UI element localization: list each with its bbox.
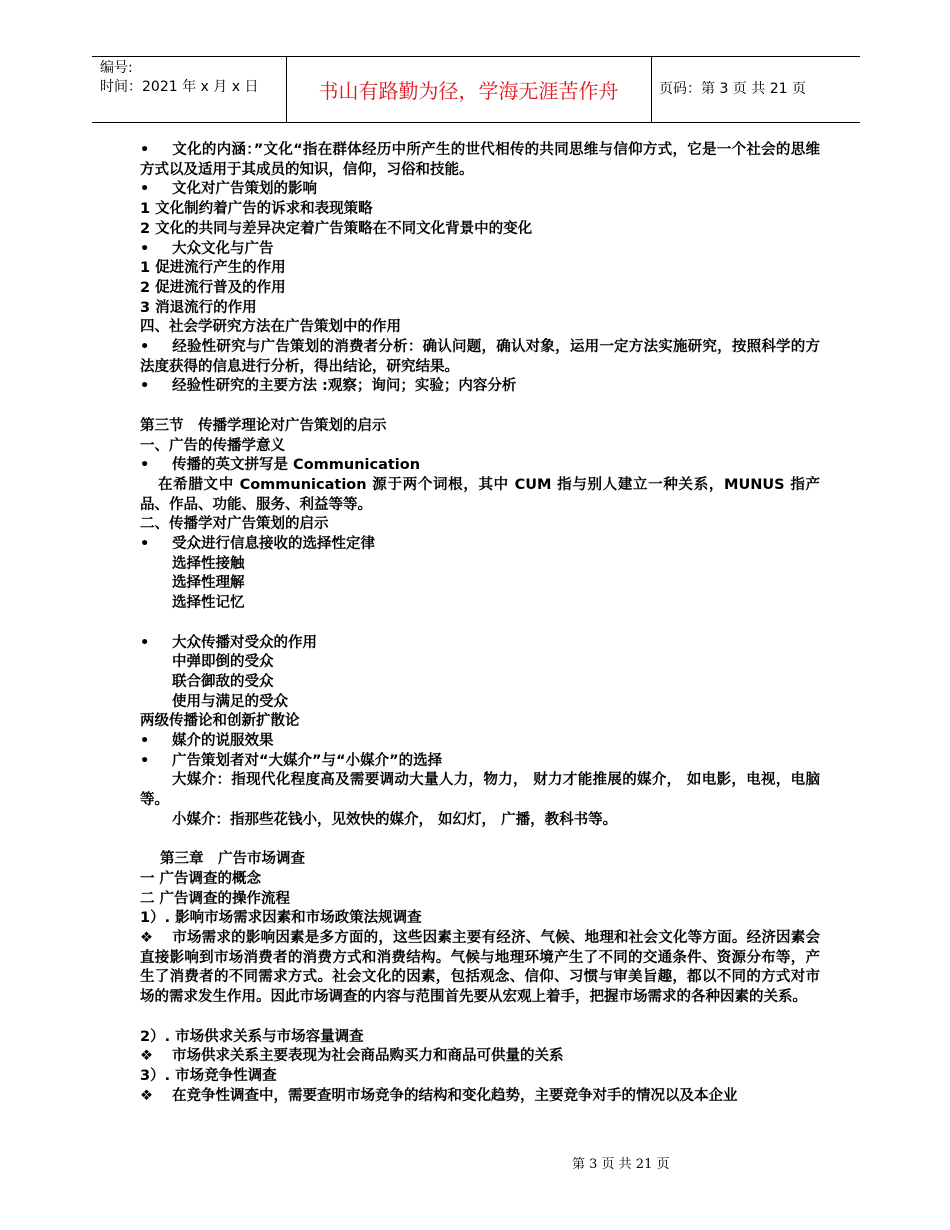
header-bottom-rule [92, 122, 860, 123]
text-line: 1）. 影响市场需求因素和市场政策法规调查 [140, 910, 422, 927]
text-line: 第三节 传播学理论对广告策划的启示 [140, 417, 387, 434]
blank-line [140, 1008, 820, 1028]
diamond-bullet-icon: ❖ [140, 930, 153, 947]
dot-bullet-icon: • [140, 536, 150, 553]
dot-bullet-icon: • [140, 378, 150, 395]
text-line: 两级传播论和创新扩散论 [140, 713, 300, 730]
indented-line: 联合御敌的受众 [172, 673, 274, 690]
text-line: 二、传播学对广告策划的启示 [140, 516, 329, 533]
bullet-text: 媒介的说服效果 [172, 733, 274, 750]
dot-bullet-icon: • [140, 752, 150, 769]
dot-bullet-icon: • [140, 339, 150, 356]
bullet-item [140, 141, 820, 180]
bullet-item [140, 377, 820, 397]
header-time-label: 时间：2021 年 x 月 x 日 [100, 79, 259, 95]
bullet-text: 大众传播对受众的作用 [172, 634, 317, 651]
bullet-item [140, 732, 820, 752]
bullet-text: 在竞争性调查中，需要查明市场竞争的结构和变化趋势，主要竞争对手的情况以及本企业 [172, 1087, 738, 1104]
text-line: 四、社会学研究方法在广告策划中的作用 [140, 319, 401, 336]
bullet-text: 受众进行信息接收的选择性定律 [172, 536, 375, 553]
header-number-label: 编号: [100, 60, 133, 76]
dot-bullet-icon: • [140, 457, 150, 474]
header-motto: 书山有路勤为径，学海无涯苦作舟 [318, 79, 619, 103]
text-line: 2）. 市场供求关系与市场容量调查 [140, 1028, 364, 1045]
dot-bullet-icon: • [140, 634, 150, 651]
document-body [140, 141, 820, 1106]
bullet-text: 经验性研究的主要方法 :观察；询问；实验；内容分析 [172, 378, 517, 395]
indented-line: 选择性记忆 [172, 595, 245, 612]
dot-bullet-icon: • [140, 181, 150, 198]
indented-line: 使用与满足的受众 [172, 693, 288, 710]
header-divider-right [651, 56, 652, 122]
blank-line [140, 614, 820, 634]
bullet-item [140, 535, 820, 555]
text-line: 一、广告的传播学意义 [140, 437, 285, 454]
text-line: 1 促进流行产生的作用 [140, 260, 286, 277]
indented-line: 小媒介：指那些花钱小，见效快的媒介， 如幻灯， 广播，教科书等。 [172, 811, 618, 828]
dot-bullet-icon: • [140, 733, 150, 750]
bullet-item [140, 180, 820, 200]
bullet-item [140, 240, 820, 260]
blank-line [140, 397, 820, 417]
diamond-bullet-icon: ❖ [140, 1048, 153, 1065]
bullet-item [140, 929, 820, 1008]
header-top-rule [92, 56, 860, 57]
bullet-text: 传播的英文拼写是 Communication [172, 457, 421, 474]
blank-line [140, 831, 820, 851]
chapter-heading: 第三章 广告市场调查 [160, 851, 305, 868]
bullet-item [140, 634, 820, 654]
indented-line: 中弹即倒的受众 [172, 654, 274, 671]
text-line: 2 文化的共同与差异决定着广告策略在不同文化背景中的变化 [140, 220, 533, 237]
bullet-text: 市场供求关系主要表现为社会商品购买力和商品可供量的关系 [172, 1048, 564, 1065]
bullet-text: 文化的内涵：”文化“指在群体经历中所产生的世代相传的共同思维与信仰方式，它是一个社会的思维方式以及适用于其成员的知识，信仰，习俗和技能。 [140, 142, 820, 178]
bullet-text: 文化对广告策划的影响 [172, 181, 317, 198]
diamond-bullet-icon: ❖ [140, 1087, 153, 1104]
bullet-item [140, 338, 820, 377]
bullet-item [140, 456, 820, 476]
text-line: 3 消退流行的作用 [140, 299, 257, 316]
indented-line: 选择性接触 [172, 555, 245, 572]
bullet-text: 市场需求的影响因素是多方面的，这些因素主要有经济、气候、地理和社会文化等方面。经济因素会直接影响到市场消费者的消费方式和消费结构。气候与地理环境产生了不同的交通条件、资源分布等，产生了消费者的不同需求方式。社会文化的因素，包括观念、信仰、习惯与审美旨趣，都以不同的方式对市场的需求发生作用。因此市场调查的内容与范围首先要从宏观上着手，把握市场需求的各种因素的关系。 [140, 930, 820, 1006]
header-page-label: 页码：第 3 页 共 21 页 [659, 81, 806, 97]
bullet-text: 广告策划者对“大媒介”与“小媒介”的选择 [172, 752, 443, 769]
bullet-text: 经验性研究与广告策划的消费者分析：确认问题，确认对象，运用一定方法实施研究，按照科学的方法度获得的信息进行分析，得出结论，研究结果。 [140, 339, 820, 375]
indented-line: 选择性理解 [172, 575, 245, 592]
text-line: 二 广告调查的操作流程 [140, 890, 291, 907]
text-line: 1 文化制约着广告的诉求和表现策略 [140, 201, 373, 218]
bullet-text: 大众文化与广告 [172, 240, 274, 257]
dot-bullet-icon: • [140, 240, 150, 257]
page-footer: 第 3 页 共 21 页 [572, 1157, 670, 1172]
text-line: 2 促进流行普及的作用 [140, 279, 286, 296]
indented-paragraph: 大媒介：指现代化程度高及需要调动大量人力，物力， 财力才能推展的媒介， 如电影，电视，电脑等。 [140, 772, 820, 809]
text-line: 3）. 市场竞争性调查 [140, 1067, 277, 1084]
dot-bullet-icon: • [140, 142, 150, 158]
text-line: 一 广告调查的概念 [140, 870, 262, 887]
bullet-item [140, 752, 820, 772]
indented-paragraph: 在希腊文中 Communication 源于两个词根，其中 CUM 指与别人建立一种关系，MUNUS 指产品、作品、功能、服务、利益等等。 [140, 476, 820, 513]
bullet-item [140, 1047, 820, 1067]
bullet-item [140, 1087, 820, 1107]
